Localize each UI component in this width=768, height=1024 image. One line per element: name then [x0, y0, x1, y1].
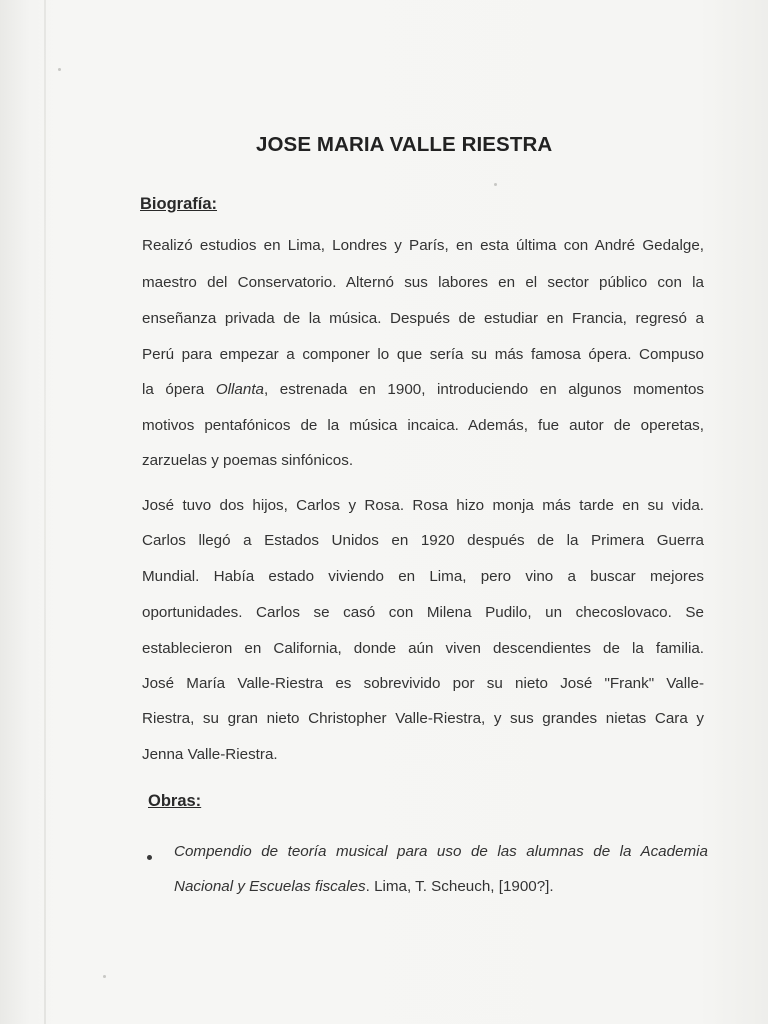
text-line: maestro del Conservatorio. Alternó sus labores en el sector público con la — [142, 274, 704, 291]
text-line: oportunidades. Carlos se casó con Milena Pudilo, un checoslovaco. Se — [142, 604, 704, 621]
text-line: Mundial. Había estado viviendo en Lima, pero vino a buscar mejores — [142, 568, 704, 585]
text-line: Jenna Valle-Riestra. — [142, 746, 278, 763]
work-publication: . Lima, T. Scheuch, [1900?]. — [365, 878, 554, 895]
opera-title: Ollanta — [215, 381, 264, 398]
bullet-icon — [147, 855, 152, 860]
text-line: Riestra, su gran nieto Christopher Valle-Riestra, y sus grandes nietas Cara y — [142, 710, 704, 727]
page-fold-shadow — [44, 0, 46, 1024]
text-line: Perú para empezar a componer lo que sería su más famosa ópera. Compuso — [142, 346, 704, 363]
list-item-line — [174, 843, 708, 860]
list-item-line — [174, 878, 554, 895]
scan-speck — [103, 975, 106, 978]
text-line: Carlos llegó a Estados Unidos en 1920 después de la Primera Guerra — [142, 532, 704, 549]
scan-speck — [494, 183, 497, 186]
text-line: José tuvo dos hijos, Carlos y Rosa. Rosa hizo monja más tarde en su vida. — [142, 497, 704, 514]
work-title: Nacional y Escuelas fiscales — [174, 878, 366, 895]
text-line: Realizó estudios en Lima, Londres y París, en esta última con André Gedalge, — [142, 237, 704, 254]
text-line: motivos pentafónicos de la música incaica. Además, fue autor de operetas, — [142, 417, 704, 434]
text-line: zarzuelas y poemas sinfónicos. — [142, 452, 354, 469]
text-segment: la ópera — [142, 381, 216, 398]
scan-speck — [58, 68, 61, 71]
biografia-heading: Biografía: — [140, 195, 218, 213]
document-title: JOSE MARIA VALLE RIESTRA — [256, 133, 553, 156]
text-line: establecieron en California, donde aún viven descendientes de la familia. — [142, 640, 704, 657]
text-line — [142, 381, 704, 398]
work-title: Compendio de teoría musical para uso de las alumnas de la Academia — [174, 843, 708, 860]
text-segment: , estrenada en 1900, introduciendo en algunos momentos — [263, 381, 704, 398]
text-line: José María Valle-Riestra es sobrevivido por su nieto José "Frank" Valle- — [142, 675, 704, 692]
obras-heading: Obras: — [148, 792, 202, 810]
text-line: enseñanza privada de la música. Después de estudiar en Francia, regresó a — [142, 310, 704, 327]
